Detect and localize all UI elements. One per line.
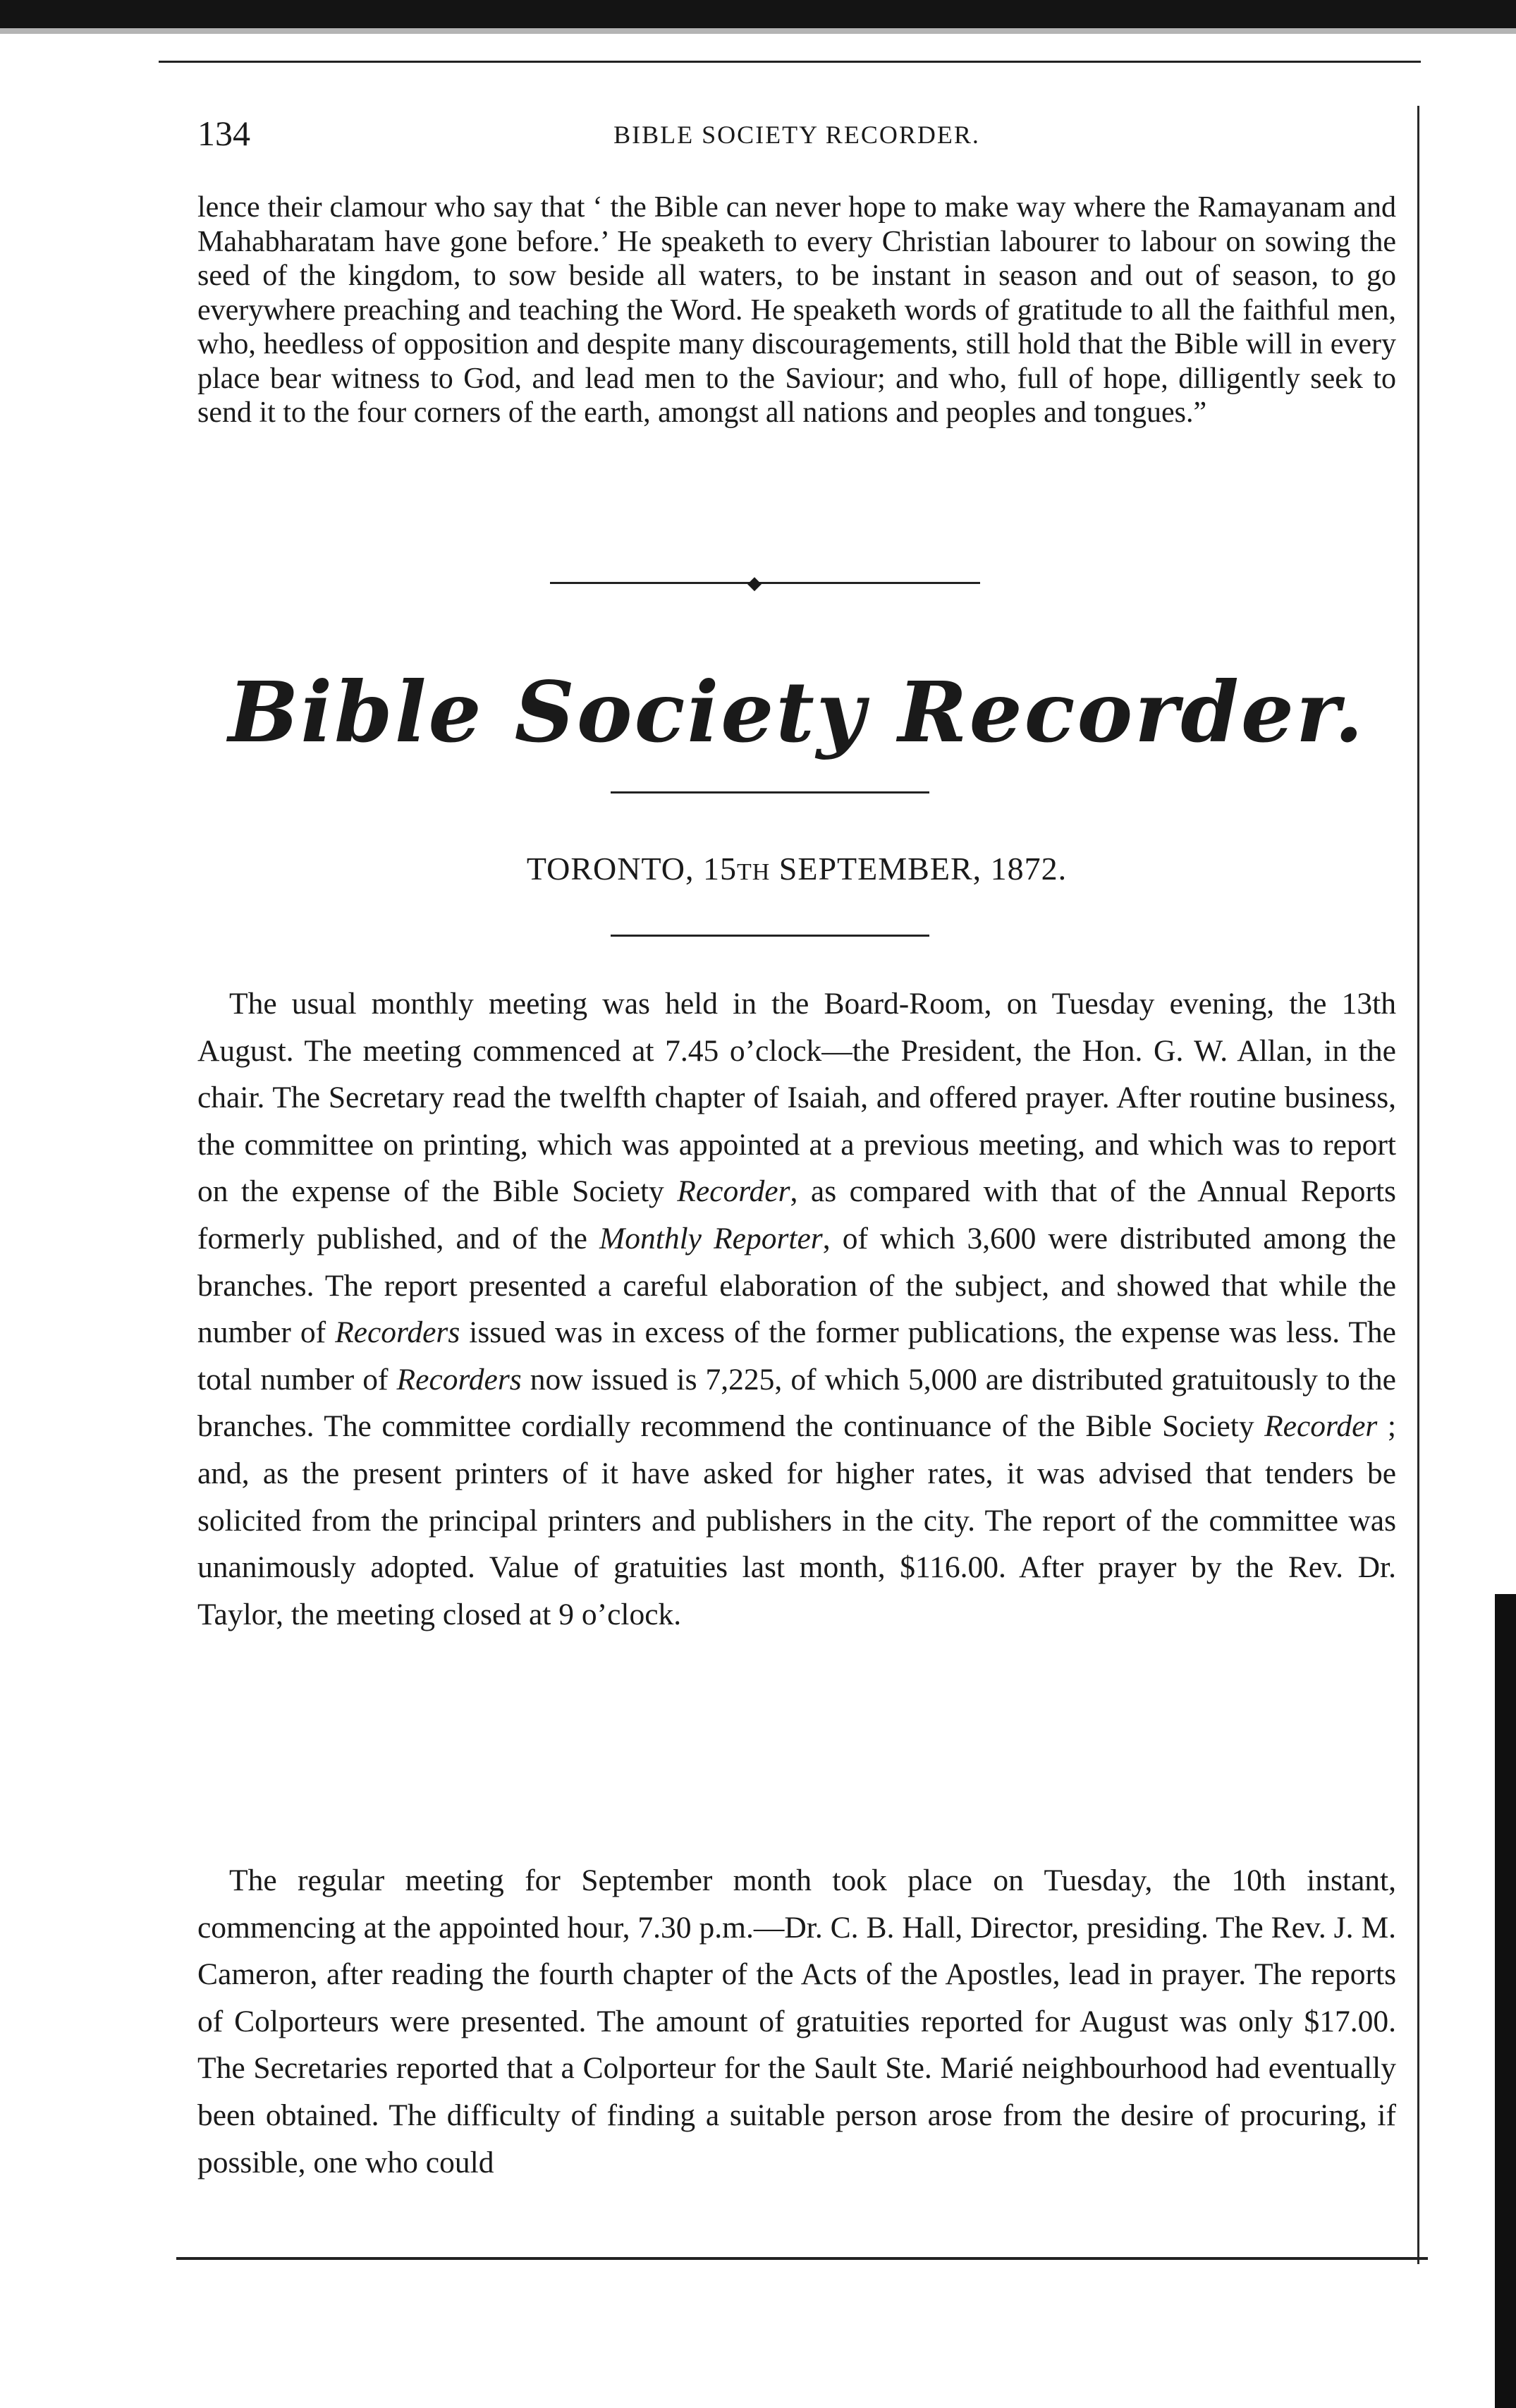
dateline-place: TORONTO, 15 <box>526 851 737 887</box>
italic-title: Recorders <box>335 1315 460 1350</box>
page-number: 134 <box>197 114 250 153</box>
page-right-rule <box>1417 106 1419 2264</box>
running-title: BIBLE SOCIETY RECORDER. <box>613 121 980 149</box>
dateline-rule <box>611 935 929 937</box>
paragraph-text <box>197 980 1396 1638</box>
page-top-rule <box>159 61 1421 63</box>
text-run: now issued is 7,225, of which 5,000 are distributed gratuitously to the branches. The committee cordially recommend the continuance of the Bible Society <box>197 1362 1396 1444</box>
scan-top-shadow <box>0 28 1516 34</box>
dateline-rest: SEPTEMBER, 1872. <box>770 851 1068 887</box>
text-run: , as compared with that of the Annual Reports formerly published, and of the <box>197 1174 1396 1255</box>
text-run: ; and, as the present printers of it have asked for higher rates, it was advised that tenders be solicited from the principal printers and publishers in the city. The report of the committee was unanimously adopted. Value of gratuities last month, $116.00. After prayer by the Rev. Dr. Taylor, the meeting closed at 9 o’clock. <box>197 1409 1396 1631</box>
italic-title: Recorders <box>396 1362 522 1397</box>
dateline-ordinal: TH <box>736 859 771 885</box>
masthead-title: Bible Society Recorder. <box>228 663 1366 761</box>
masthead-rule <box>611 791 929 793</box>
page-bottom-rule <box>176 2257 1428 2260</box>
page-header <box>197 113 1396 155</box>
text-run: issued was in excess of the former publications, the expense was less. The total number of <box>197 1315 1396 1397</box>
article-paragraph-2 <box>197 1857 1396 2186</box>
continuation-paragraph: lence their clamour who say that ‘ the Bible can never hope to make way where the Ramayanam and Mahabharatam have gone before.’ He speaketh to every Christian labourer to labour on sowing the seed of the kingdom, to sow beside all waters, to be instant in season and out of season, to go everywhere preaching and teaching the Word. He speaketh words of gratitude to all the faithful men, who, heedless of opposition and despite many discouragements, still hold that the Bible will in every place bear witness to God, and lead men to the Saviour; and who, full of hope, dilligently seek to send it to the four corners of the earth, amongst all nations and peoples and tongues.” <box>197 191 1396 429</box>
scan-top-edge <box>0 0 1516 28</box>
divider-ornament: ◆ <box>747 573 762 593</box>
section-divider <box>550 582 980 584</box>
dateline <box>197 850 1396 887</box>
text-run: The usual monthly meeting was held in the Board-Room, on Tuesday evening, the 13th August. The meeting commenced at 7.45 o’clock—the President, the Hon. G. W. Allan, in the chair. The Secretary read the twelfth chapter of Isaiah, and offered prayer. After routine business, the committee on printing, which was appointed at a previous meeting, and which was to report on the expense of the Bible Society <box>197 987 1396 1209</box>
italic-title: Recorder <box>1264 1409 1378 1444</box>
paragraph-text: The regular meeting for September month took place on Tuesday, the 10th instant, commencing at the appointed hour, 7.30 p.m.—Dr. C. B. Hall, Director, presiding. The Rev. J. M. Cameron, after reading the fourth chapter of the Acts of the Apostles, lead in prayer. The reports of Colporteurs were presented. The amount of gratuities reported for August was only $17.00. The Secretaries reported that a Colporteur for the Sault Ste. Marié neighbourhood had eventually been obtained. The difficulty of finding a suitable person arose from the desire of procuring, if possible, one who could <box>197 1863 1396 2179</box>
italic-title: Recorder <box>677 1174 790 1209</box>
text-run: , of which 3,600 were distributed among the branches. The report presented a careful elaboration of the subject, and showed that while the number of <box>197 1221 1396 1350</box>
italic-title: Monthly Reporter <box>599 1221 823 1255</box>
article-paragraph-1 <box>197 980 1396 1638</box>
scan-right-edge <box>1495 1594 1516 2408</box>
